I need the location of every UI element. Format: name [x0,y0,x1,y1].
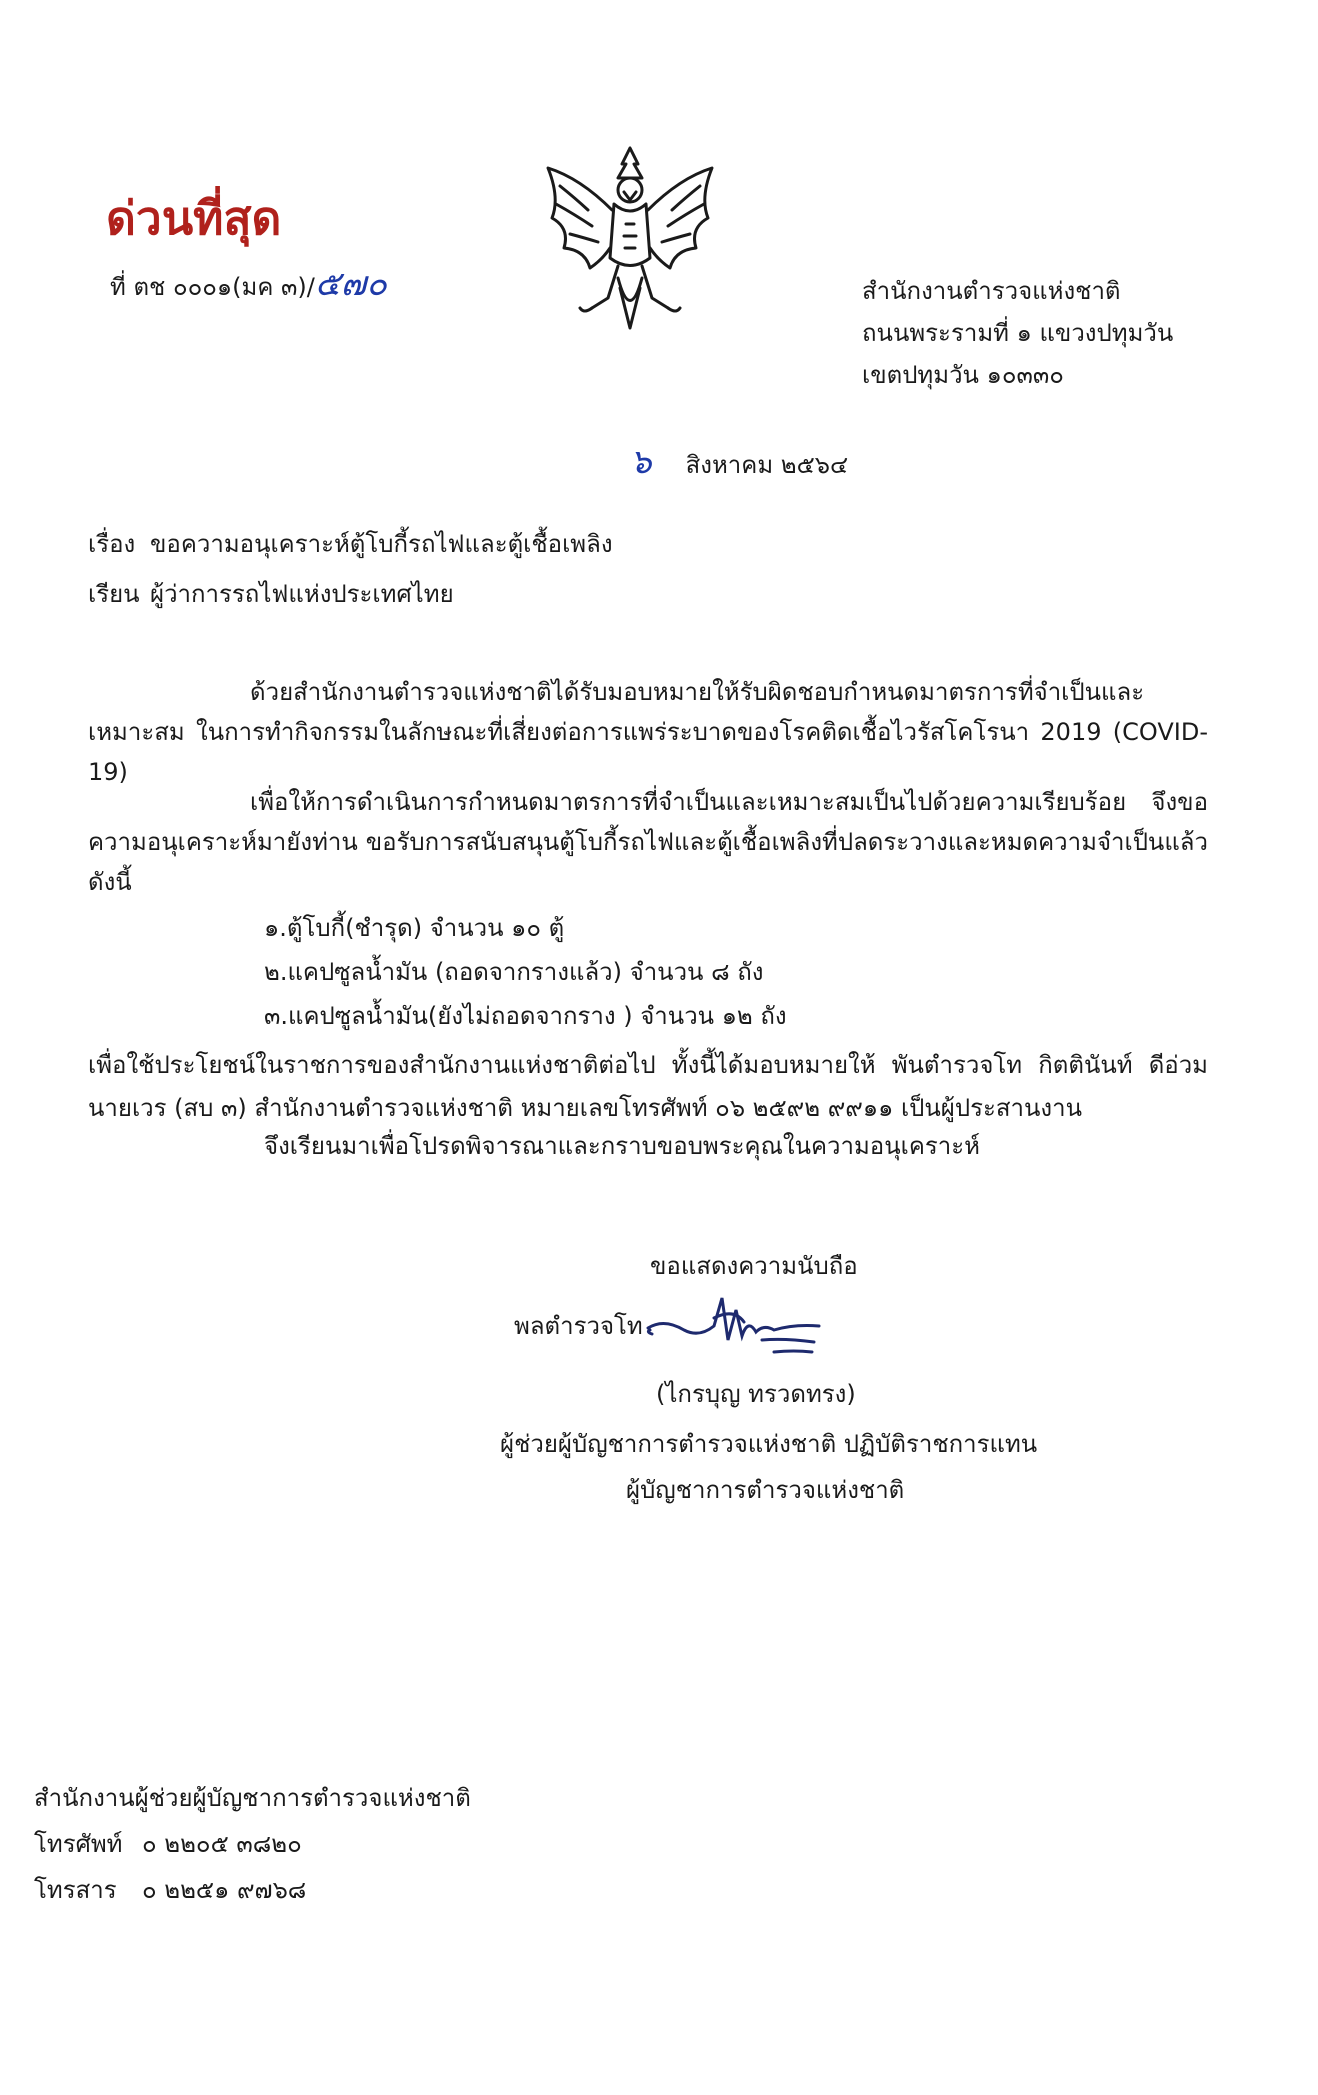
date-day-handwritten: ๖ [630,442,652,482]
recipient-label: เรียน [88,580,140,608]
signer-position-line-2: ผู้บัญชาการตำรวจแห่งชาติ [626,1476,905,1504]
subject-text: ขอความอนุเคราะห์ตู้โบกี้รถไฟและตู้เชื้อเพลิง [150,530,613,558]
garuda-emblem-icon [530,138,730,333]
recipient-line [88,578,454,610]
signer-position-line-1: ผู้ช่วยผู้บัญชาการตำรวจแห่งชาติ ปฏิบัติราชการแทน [500,1430,1038,1458]
subject-label: เรื่อง [88,530,136,558]
fax-label: โทรสาร [34,1876,117,1904]
urgency-heading: ด่วนที่สุด [106,191,282,245]
footer-telephone [34,1828,302,1860]
request-item: ๓.แคปซูลน้ำมัน(ยังไม่ถอดจากราง ) จำนวน ๑๒ ถัง [264,1002,787,1030]
signature-row [514,1310,643,1342]
request-item: ๒.แคปซูลน้ำมัน (ถอดจากรางแล้ว) จำนวน ๘ ถัง [264,958,764,986]
document-date [630,442,849,482]
office-line: สำนักงานตำรวจแห่งชาติ [862,277,1121,305]
reference-prefix: ที่ ตช ๐๐๐๑(มค ๓)/ [110,273,315,301]
request-item: ๑.ตู้โบกี้(ชำรุด) จำนวน ๑๐ ตู้ [264,914,565,942]
closing-sentence: จึงเรียนมาเพื่อโปรดพิจารณาและกราบขอบพระคุณในความอนุเคราะห์ [264,1132,980,1160]
reference-number [110,264,387,304]
office-line: ถนนพระรามที่ ๑ แขวงปทุมวัน [862,319,1174,347]
office-line: เขตปทุมวัน ๑๐๓๓๐ [862,361,1064,389]
date-month-year: สิงหาคม ๒๕๖๔ [685,451,849,479]
body-paragraph-2: เพื่อให้การดำเนินการกำหนดมาตรการที่จำเป็นและเหมาะสมเป็นไปด้วยความเรียบร้อย จึงขอความอนุเคราะห์มายังท่าน ขอรับการสนับสนุนตู้โบกี้รถไฟและตู้เชื้อเพลิงที่ปลดระวางและหมดความจำเป็นแล้ว ดังนี้ [88,788,1208,896]
footer-office: สำนักงานผู้ช่วยผู้บัญชาการตำรวจแห่งชาติ [34,1784,471,1812]
signer-rank: พลตำรวจโท [514,1312,643,1340]
telephone-number: ๐ ๒๒๐๕ ๓๘๒๐ [142,1830,302,1858]
handwritten-signature-icon [644,1288,844,1363]
body-paragraph-3: เพื่อใช้ประโยชน์ในราชการของสำนักงานแห่งชาติต่อไป ทั้งนี้ได้มอบหมายให้ พันตำรวจโท กิตตินันท์ ดีอ่วม นายเวร (สบ ๓) สำนักงานตำรวจแห่งชาติ หมายเลขโทรศัพท์ ๐๖ ๒๕๙๒ ๙๙๑๑ เป็นผู้ประสานงาน [88,1051,1208,1122]
recipient-text: ผู้ว่าการรถไฟแห่งประเทศไทย [150,580,454,608]
footer-fax [34,1874,306,1906]
telephone-label: โทรศัพท์ [34,1830,123,1858]
signer-name: (ไกรบุญ ทรวดทรง) [656,1380,856,1408]
body-paragraph-1: ด้วยสำนักงานตำรวจแห่งชาติได้รับมอบหมายให้รับผิดชอบกำหนดมาตรการที่จำเป็นและเหมาะสม ในการทำกิจกรรมในลักษณะที่เสี่ยงต่อการแพร่ระบาดของโรคติดเชื้อไวรัสโคโรนา 2019 (COVID-19) [88,678,1208,786]
reference-handwritten-number: ๕๗๐ [314,264,387,304]
fax-number: ๐ ๒๒๕๑ ๙๗๖๘ [142,1876,307,1904]
office-address [862,270,1173,396]
subject-line [88,528,613,560]
regards: ขอแสดงความนับถือ [650,1252,858,1280]
